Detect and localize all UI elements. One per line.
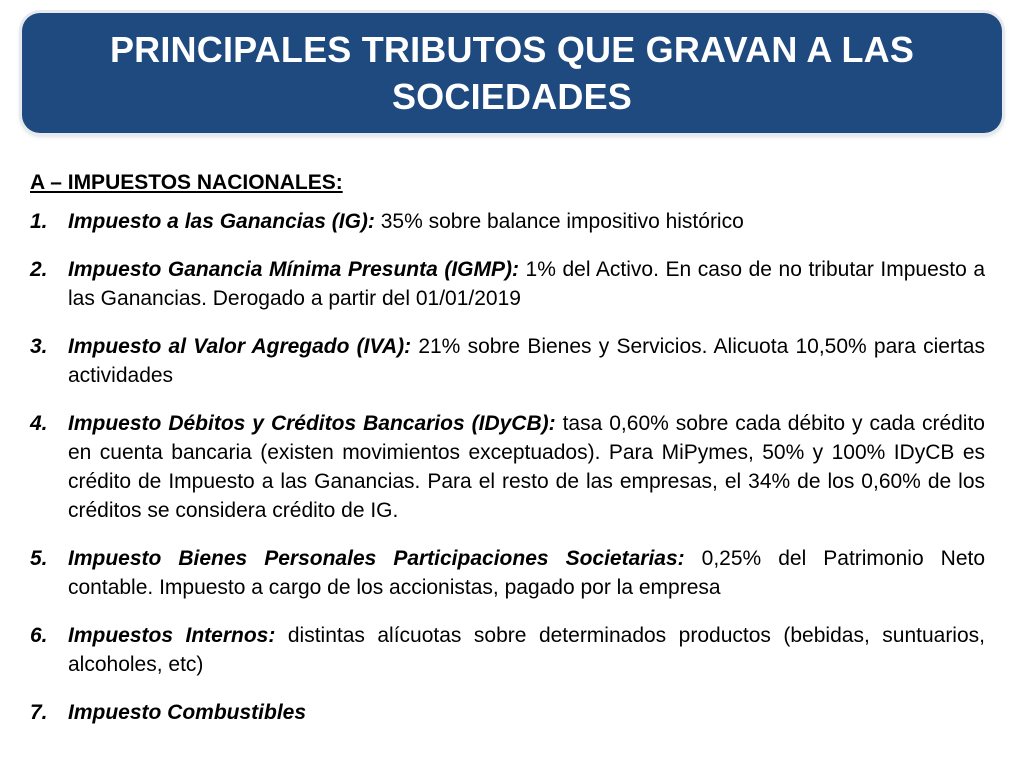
item-title: Impuesto Ganancia Mínima Presunta (IGMP): — [68, 258, 519, 281]
section-heading: A – IMPUESTOS NACIONALES: — [30, 171, 343, 194]
item-title: Impuesto a las Ganancias (IG): — [68, 210, 375, 233]
item-body — [68, 698, 985, 727]
item-number: 1. — [30, 210, 48, 233]
item-title: Impuesto Débitos y Créditos Bancarios (IDyCB): — [68, 412, 556, 435]
item-text: 1% del Activo. En caso de no tributar Impuesto a las Ganancias. Derogado a partir del 01/01/2019 — [68, 258, 985, 310]
item-text: 35% sobre balance impositivo histórico — [374, 210, 744, 233]
item-text: tasa 0,60% sobre cada débito y cada crédito en cuenta bancaria (existen movimientos exceptuados). Para MiPymes, 50% y 100% IDyCB es crédito de Impuesto a las Ganancias. Para el resto de las empresas, el 34% de los 0,60% de los créditos se considera crédito de IG. — [68, 412, 985, 522]
item-title: Impuesto al Valor Agregado (IVA): — [68, 335, 412, 358]
item-number: 6. — [30, 624, 48, 647]
item-body — [68, 409, 985, 525]
slide-content — [30, 168, 985, 746]
list-item — [30, 621, 985, 679]
item-title: Impuestos Internos: — [68, 624, 276, 647]
list-item — [30, 409, 985, 525]
item-title: Impuesto Bienes Personales Participaciones Societarias: — [68, 547, 685, 570]
item-number: 2. — [30, 258, 48, 281]
item-number: 5. — [30, 547, 48, 570]
list-item — [30, 207, 985, 236]
list-item — [30, 544, 985, 602]
item-text: 21% sobre Bienes y Servicios. Alicuota 10,50% para ciertas actividades — [68, 335, 985, 387]
item-title: Impuesto Combustibles — [68, 701, 307, 724]
item-body — [68, 207, 985, 236]
title-banner — [22, 13, 1002, 133]
item-body — [68, 332, 985, 390]
list-item — [30, 255, 985, 313]
list-item — [30, 698, 985, 727]
item-body — [68, 621, 985, 679]
item-body — [68, 544, 985, 602]
slide-title: PRINCIPALES TRIBUTOS QUE GRAVAN A LAS SOCIEDADES — [109, 29, 915, 117]
item-text: distintas alícuotas sobre determinados productos (bebidas, suntuarios, alcoholes, etc) — [68, 624, 985, 676]
item-number: 3. — [30, 335, 48, 358]
item-number: 7. — [30, 701, 48, 724]
item-number: 4. — [30, 412, 48, 435]
item-text: 0,25% del Patrimonio Neto contable. Impuesto a cargo de los accionistas, pagado por la empresa — [68, 547, 986, 599]
item-body — [68, 255, 985, 313]
list-item — [30, 332, 985, 390]
